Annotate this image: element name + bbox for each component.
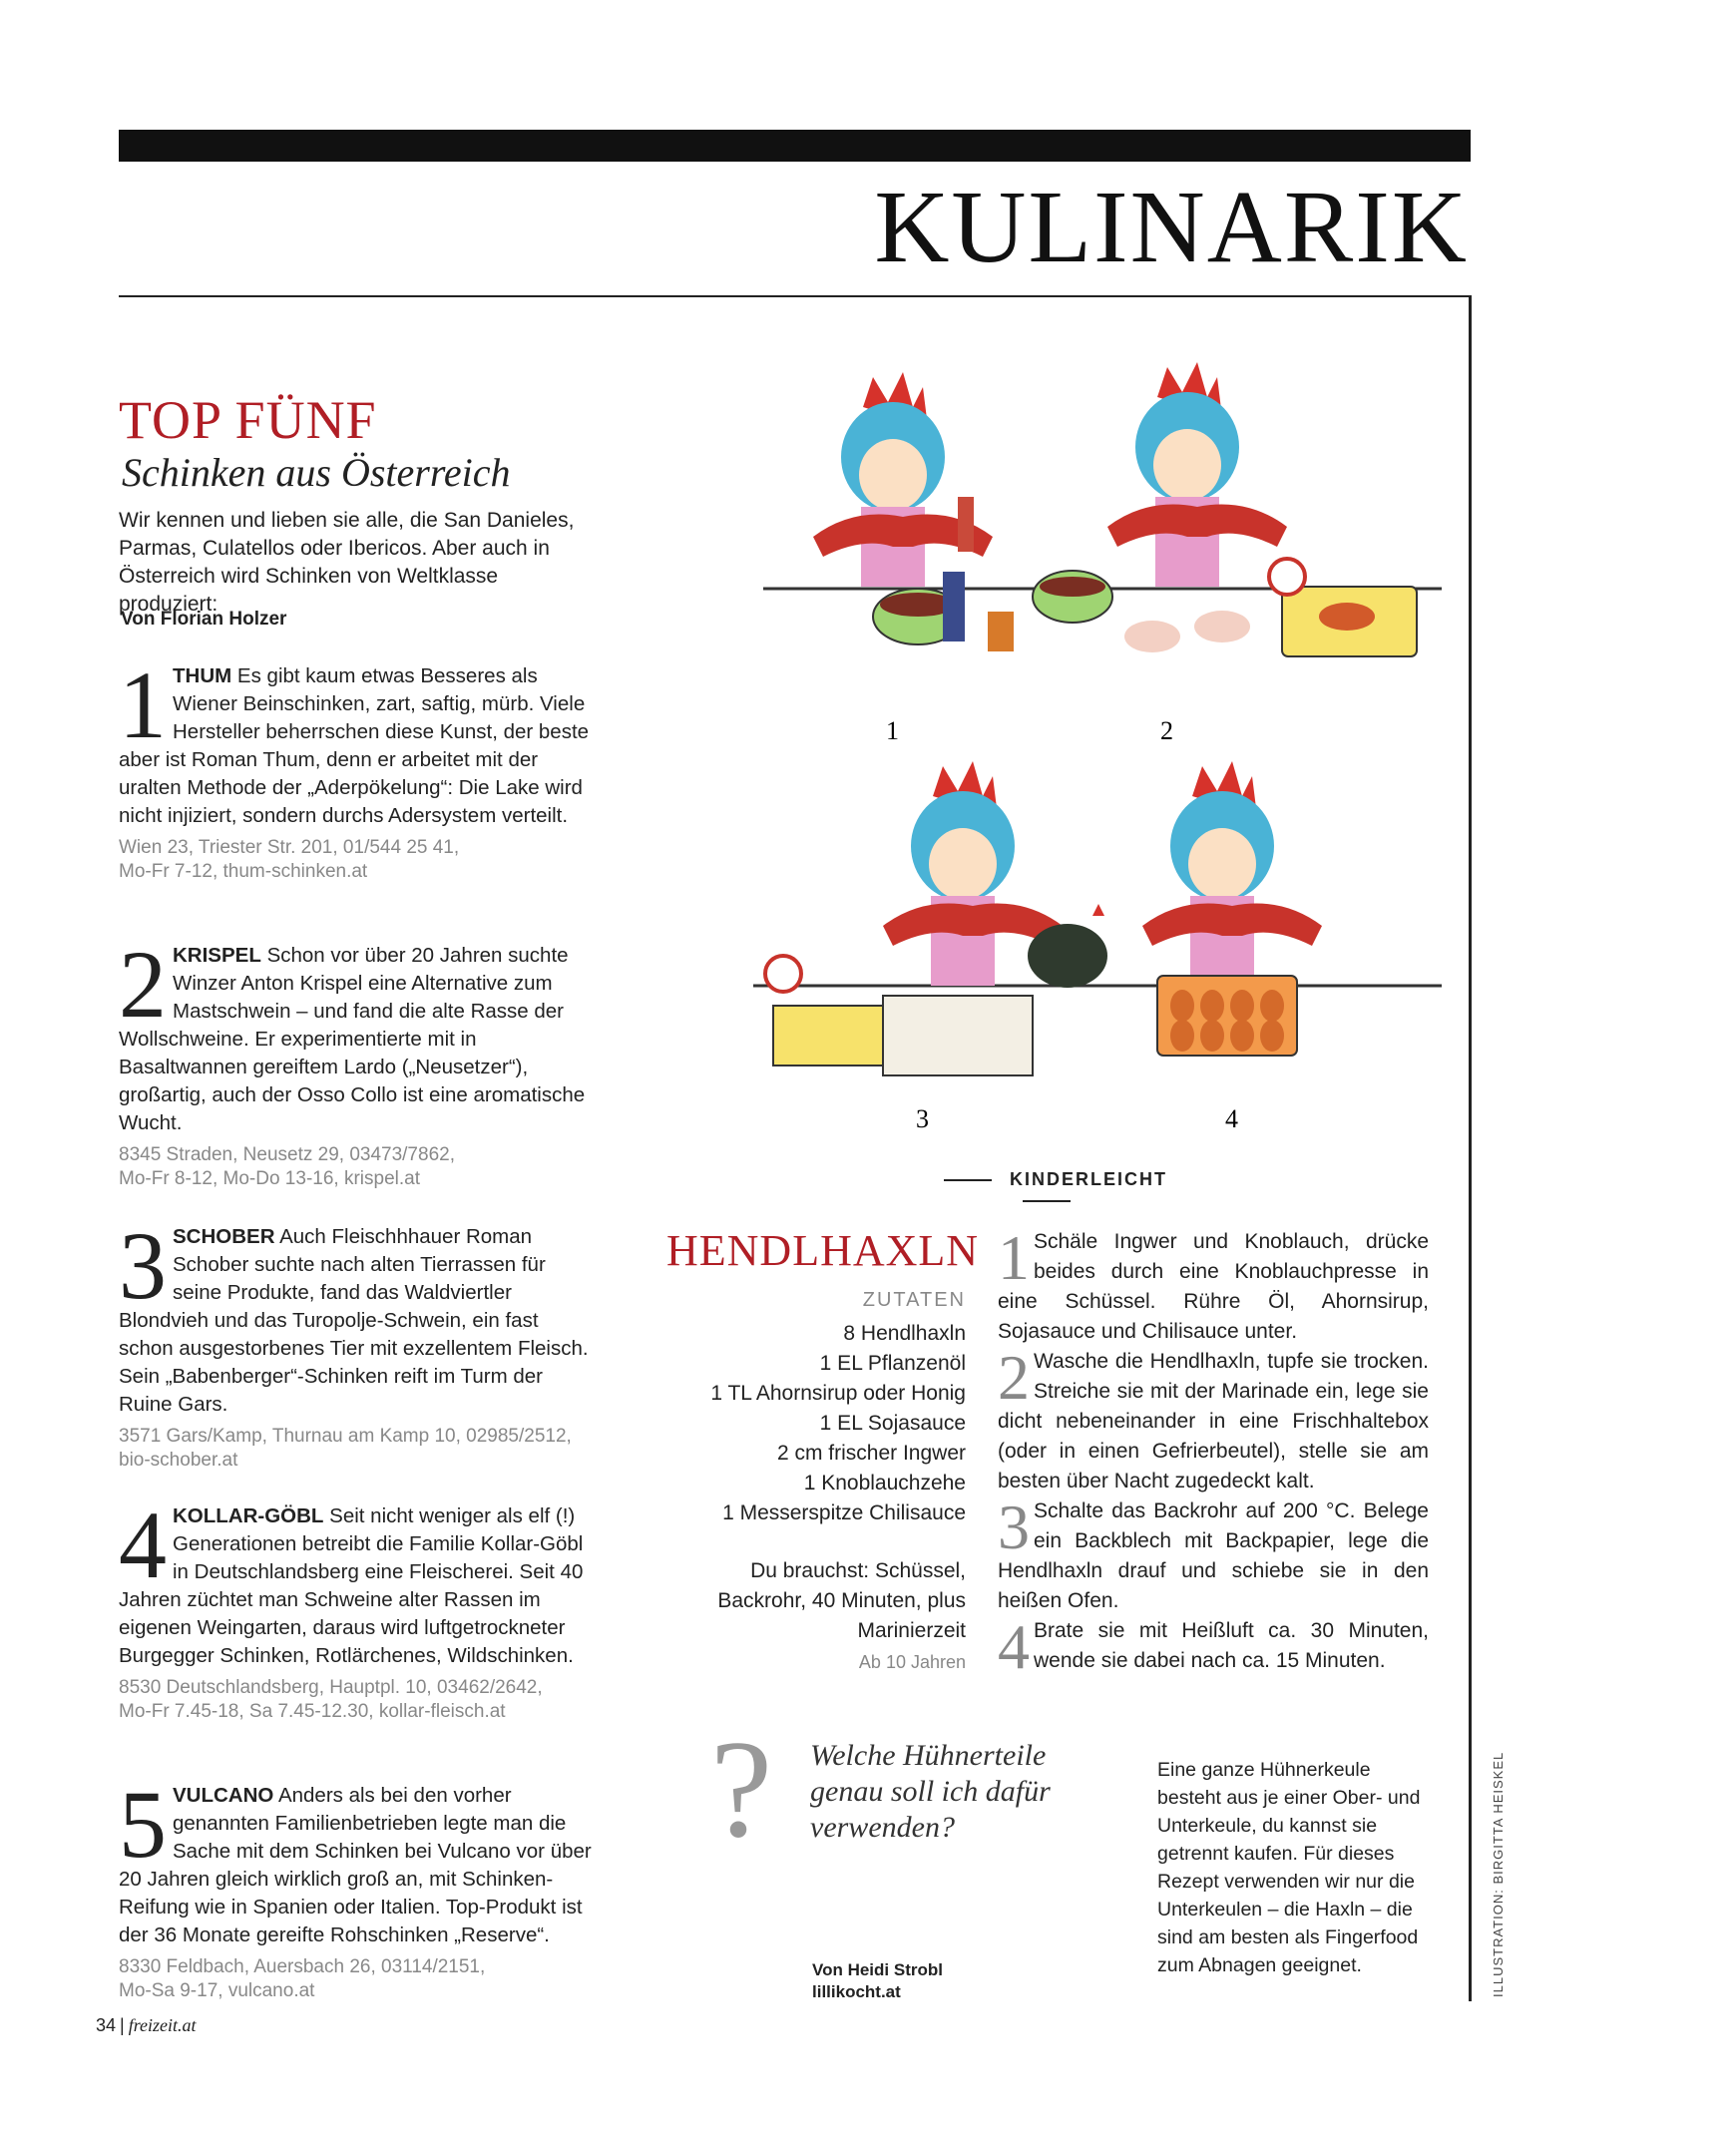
magazine-name: freizeit.at [128,2015,197,2035]
age-note: Ab 10 Jahren [858,1652,966,1672]
step-text: Schalte das Backrohr auf 200 °C. Belege ein Backblech mit Backpapier, lege die Hendlhaxln drauf und schiebe sie in den heißen Ofen. [998,1499,1429,1612]
girl-figure-4 [1142,761,1322,986]
step-text: Schäle Ingwer und Knoblauch, drücke beides durch eine Knoblauchpresse in eine Schüssel. Rühre Öl, Ahornsirup, Sojasauce und Chilisauce unter. [998,1230,1429,1343]
equipment-note: Du brauchst: Schüssel, Backrohr, 40 Minuten, plus Marinierzeit [717,1559,966,1642]
recipe-step [998,1492,1429,1616]
sauce-bottle [958,497,974,552]
entry-krispel [119,931,598,1191]
illustration-credit-wrap [1491,1751,1736,2012]
recipe-byline [812,1959,943,2003]
step-number: 2 [998,1342,1030,1413]
question-mark-glyph: ? [710,1712,773,1867]
entry-text: Anders als bei den vorher genannten Familienbetrieben legte man die Sache mit dem Schinken bei Vulcano vor über 20 Jahren gleich wirklich groß an, mit Schinken-Reifung wie in Spanien oder Italien. Top-Produkt ist der 36 Monate gereifte Rohschinken „Reserve“. [119,1784,592,1946]
entry-thum [119,651,598,884]
ingredient-item: 1 Knoblauchzehe [803,1472,966,1494]
ingredients-heading: ZUTATEN [862,1289,966,1311]
entry-text: Schon vor über 20 Jahren suchte Winzer Anton Krispel eine Alternative zum Mastschwein – und fand die alte Rasse der Wollschweine. Er experimentierte mit in Basaltwannen gereiftem Lardo („Neusetzer“), großartig, auch der Osso Collo ist eine aromatische Wucht. [119,944,586,1134]
recipe-author-site: lillikocht.at [812,1982,901,2001]
entry-name: SCHOBER [173,1225,275,1248]
panel-label-4: 4 [1225,1104,1238,1133]
alarm-clock-1 [1269,559,1305,595]
recipe-step [998,1222,1429,1347]
right-rule [1469,295,1472,2001]
section-title: KULINARIK [874,170,1469,284]
question-text: Welche Hühnerteile genau soll ich dafür verwenden? [810,1739,1051,1844]
answer-text: Eine ganze Hühnerkeule besteht aus je einer Ober- und Unterkeule, du kannst sie getrennt kaufen. Für dieses Rezept verwenden wir nur die Unterkeulen – die Haxln – die sind am besten als Fingerfood zum Abnagen geeignet. [1157,1759,1421,1976]
page-footer: 34 | freizeit.at [96,2015,197,2035]
entry-address: Wien 23, Triester Str. 201, 01/544 25 41, Mo-Fr 7-12, thum-schinken.at [119,837,460,882]
step-text: Brate sie mit Heißluft ca. 30 Minuten, wende sie dabei nach ca. 15 Minuten. [1034,1619,1429,1672]
entry-vulcano [119,1771,598,2003]
entry-address: 3571 Gars/Kamp, Thurnau am Kamp 10, 02985/2512, bio-schober.at [119,1426,572,1471]
ingredient-item: 2 cm frischer Ingwer [776,1442,966,1465]
hen [1028,924,1107,988]
ingredients-list [658,1319,966,1528]
recipe-title: HENDLHAXLN [666,1226,980,1275]
entry-text: Es gibt kaum etwas Besseres als Wiener Beinschinken, zart, saftig, mürb. Viele Hersteller beherrschen diese Kunst, der beste aber ist Roman Thum, denn er arbeitet mit der uralten Methode der „Aderpökelung“: Die Lake wird nicht injiziert, sondern durchs Adersystem verteilt. [119,664,590,827]
panel-label-1: 1 [886,716,899,745]
step-number: 3 [998,1492,1030,1562]
ingredient-item: 1 Messerspitze Chilisauce [722,1501,966,1524]
entry-address: 8330 Feldbach, Auersbach 26, 03114/2151, Mo-Sa 9-17, vulcano.at [119,1956,486,2001]
step-number: 4 [998,1611,1030,1682]
entry-text: Seit nicht weniger als elf (!) Generationen betreibt die Familie Kollar-Göbl in Deutschlandsberg eine Fleischerei. Seit 40 Jahren züchtet man Schweine alter Rassen im eigenen Weingarten, daraus wird luftgetrockneter Burgegger Schinken, Rotlärchenes, Wildschinken. [119,1504,584,1667]
baking-paper [883,996,1033,1075]
girl-figure-1 [813,372,993,587]
ingredient-item: 1 TL Ahornsirup oder Honig [710,1382,966,1405]
entry-number: 5 [119,1771,167,1878]
recipe-illustration [753,347,1452,1133]
entry-number: 4 [119,1492,167,1598]
recipe-step [998,1611,1429,1682]
entry-number: 2 [119,931,167,1038]
entry-name: KRISPEL [173,944,261,967]
alarm-clock-2 [765,956,801,992]
ingredient-item: 1 EL Pflanzenöl [819,1352,966,1375]
step-text: Wasche die Hendlhaxln, tupfe sie trocken. Streiche sie mit der Marinade ein, lege sie dicht nebeneinander in eine Frischhaltebox (oder in einen Gefrierbeutel), stelle sie am besten über Nacht zugedeckt kalt. [998,1350,1429,1493]
panel-label-3: 3 [916,1104,929,1133]
entry-address: 8530 Deutschlandsberg, Hauptpl. 10, 03462/2642, Mo-Fr 7.45-18, Sa 7.45-12.30, kollar-fleisch.at [119,1677,543,1722]
ingredient-item: 1 EL Sojasauce [819,1412,966,1435]
kinderleicht-kicker: KINDERLEICHT [894,1169,1199,1211]
top-rule-bar [119,130,1471,162]
entry-name: THUM [173,664,232,687]
entry-address: 8345 Straden, Neusetz 29, 03473/7862, Mo-Fr 8-12, Mo-Do 13-16, krispel.at [119,1144,455,1189]
girl-figure-2 [1107,362,1287,587]
header-divider [119,295,1471,297]
syrup-bottle [988,612,1014,651]
recipe-steps [998,1222,1429,1682]
ingredient-item: 8 Hendlhaxln [843,1322,966,1345]
recipe-author: Von Heidi Strobl [812,1960,943,1979]
top-fuenf-intro: Wir kennen und lieben sie alle, die San Danieles, Parmas, Culatellos oder Ibericos. Aber auch in Österreich wird Schinken von Weltklasse produziert: [119,509,575,616]
entry-kollar-goebl [119,1492,598,1724]
entry-name: KOLLAR-GÖBL [173,1504,324,1527]
illustration-credit: ILLUSTRATION: BIRGITTA HEISKEL [1491,1751,1506,1997]
page-number: 34 [96,2015,117,2035]
recipe-step [998,1342,1429,1496]
top-fuenf-subheading: Schinken aus Österreich [122,450,511,495]
top-fuenf-byline: Von Florian Holzer [121,609,287,630]
top-fuenf-heading: TOP FÜNF [119,390,377,450]
soy-bottle [943,572,965,641]
entry-text: Auch Fleischhhauer Roman Schober suchte nach alten Tierrassen für seine Produkte, fand das Waldviertler Blondvieh und das Turopolje-Schwein, ein fast schon ausgestorbenes Tier mit exzellentem Fleisch. Sein „Babenberger“-Schinken reift im Turm der Ruine Gars. [119,1225,589,1416]
entry-number: 1 [119,651,167,758]
panel-label-2: 2 [1160,716,1173,745]
entry-name: VULCANO [173,1784,274,1807]
step-number: 1 [998,1222,1030,1293]
entry-schober [119,1212,598,1473]
entry-number: 3 [119,1212,167,1319]
storage-box-2 [773,1006,883,1066]
